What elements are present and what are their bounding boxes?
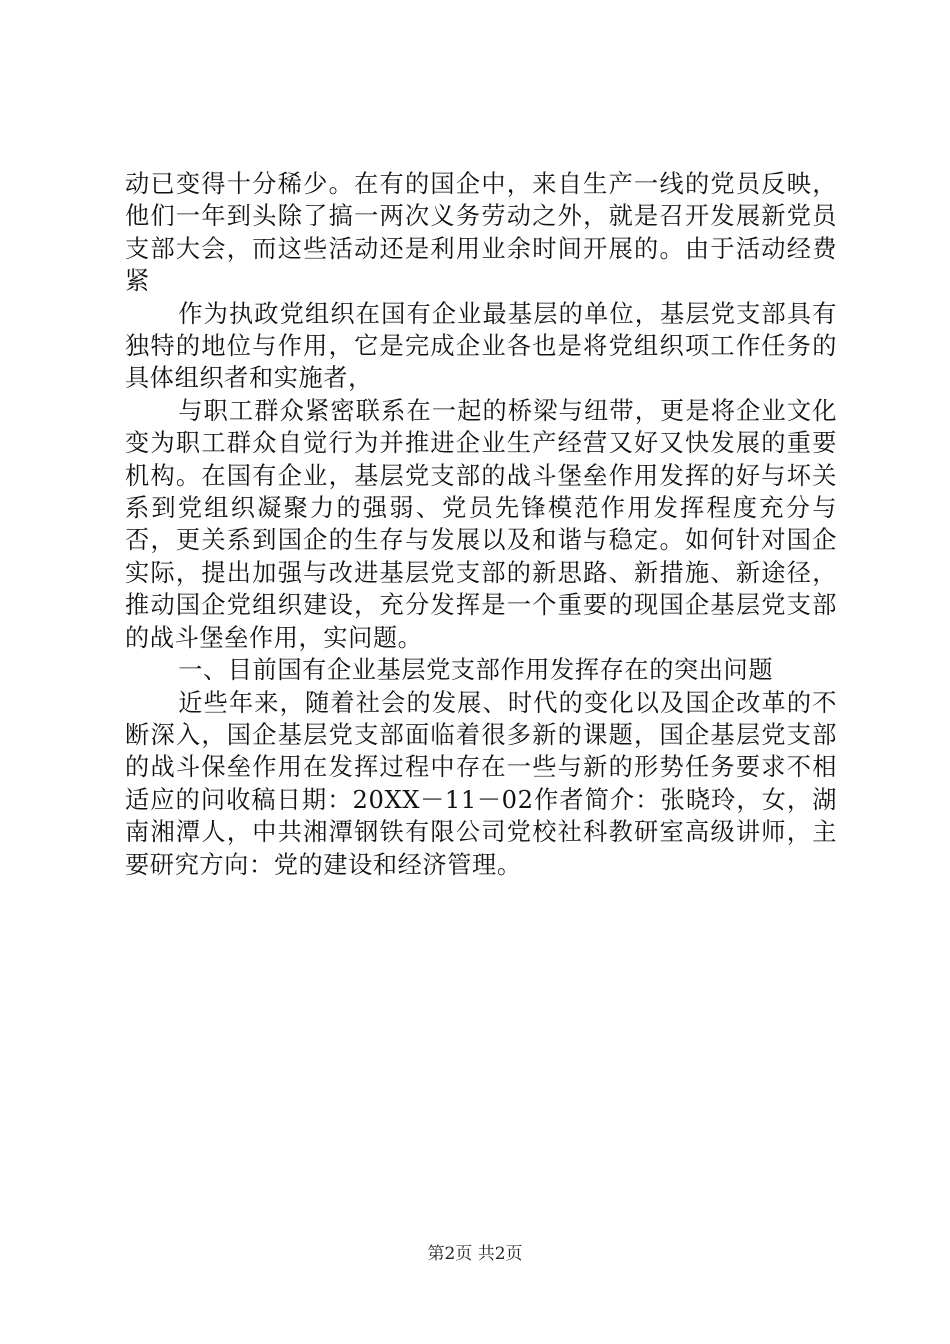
section-heading: 一、目前国有企业基层党支部作用发挥存在的突出问题 (178, 656, 774, 685)
page-number-footer: 第2页 共2页 (427, 1244, 523, 1264)
paragraph-3: 与职工群众紧密联系在一起的桥梁与纽带，更是将企业文化变为职工群众自觉行为并推进企业生产经营又好又快发展的重要机构。在国有企业，基层党支部的战斗堡垒作用发挥的好与坏关系到党组织凝聚力的强弱、党员先锋模范作用发挥程度充分与否，更关系到国企的生存与发展以及和谐与稳定。如何针对国企实际，提出加强与改进基层党支部的新思路、新措施、新途径，推动国企党组织建设，充分发挥是一个重要的现国企基层党支部的战斗堡垒作用，实问题。 (125, 396, 837, 652)
document-body (125, 168, 837, 881)
paragraph-1: 动已变得十分稀少。在有的国企中，来自生产一线的党员反映，他们一年到头除了搞一两次义务劳动之外，就是召开发展新党员支部大会，而这些活动还是利用业余时间开展的。由于活动经费紧 (125, 170, 837, 296)
paragraph-4: 近些年来，随着社会的发展、时代的变化以及国企改革的不断深入，国企基层党支部面临着很多新的课题，国企基层党支部的战斗保垒作用在发挥过程中存在一些与新的形势任务要求不相适应的问收稿日期：20XX－11－02作者简介：张晓玲，女，湖南湘潭人，中共湘潭钢铁有限公司党校社科教研室高级讲师，主要研究方向：党的建设和经济管理。 (125, 688, 837, 879)
paragraph-2: 作为执政党组织在国有企业最基层的单位，基层党支部具有独特的地位与作用，它是完成企业各也是将党组织项工作任务的具体组织者和实施者， (125, 299, 837, 393)
